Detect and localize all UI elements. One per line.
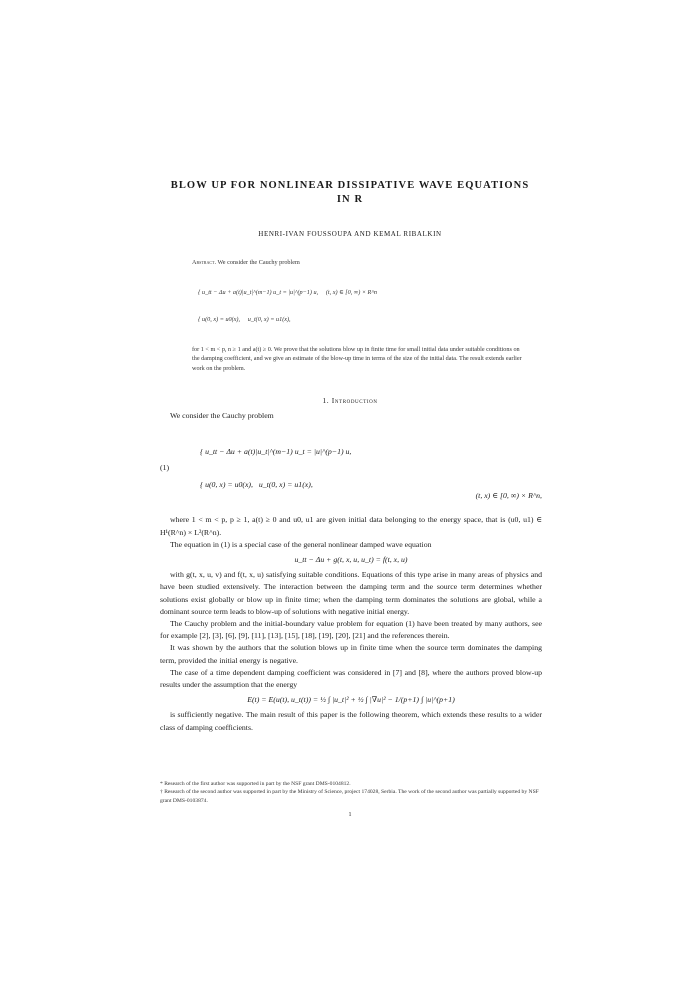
page-number: 1	[348, 812, 352, 818]
equation-2: u_tt − Δu + g(t, x, u, u_t) = f(t, x, u)	[294, 555, 408, 565]
footnote-2: † Research of the second author was supported in part by the Ministry of Science, project 174028, Serbia. The work of the second author was partially supported by NSF grant DMS-0103874.	[160, 789, 539, 804]
equation-3: E(t) = E(u(t), u_t(t)) = ½ ∫ |u_t|² + ½ ∫ |∇u|² − 1/(p+1) ∫ |u|^(p+1)	[247, 695, 455, 705]
authors: HENRI-IVAN FOUSSOUPA AND KEMAL RIBALKIN	[258, 230, 442, 238]
abstract-system-line1: { u_tt − Δu + a(t)|u_t|^(m−1) u_t = |u|^(p−1) u, (t, x) ∈ [0, ∞) × R^n	[198, 288, 378, 296]
equation-1-label: (1)	[160, 463, 170, 473]
abstract	[192, 258, 522, 373]
equation-1-domain: (t, x) ∈ [0, ∞) × R^n,	[475, 491, 542, 501]
paragraph-6: It was shown by the authors that the solution blows up in finite time when the source term dominates the damping term, provided the initial energy is negative.	[160, 643, 542, 665]
footnote-1: * Research of the first author was supported in part by the NSF grant DMS-0104812.	[160, 781, 351, 787]
paragraph-2: where 1 < m < p, p ≥ 1, a(t) ≥ 0 and u0, u1 are given initial data belonging to the energy space, that is (u0, u1) ∈ H¹(R^n) × L²(R^n).	[160, 515, 542, 537]
paragraph-3: The equation in (1) is a special case of the general nonlinear damped wave equation	[170, 539, 432, 549]
paragraph-5: The Cauchy problem and the initial-boundary value problem for equation (1) have been treated by many authors, see for example [2], [3], [6], [9], [11], [13], [15], [18], [19], [20], [21] and the references therein.	[160, 619, 542, 641]
abstract-text: for 1 < m < p, n ≥ 1 and a(t) ≥ 0. We prove that the solutions blow up in finite time for small initial data under suitable conditions on the damping coefficient, and we give an estimate of the blow-up time in terms of the size of the initial data. The result extends earlier work on the problem.	[192, 345, 522, 372]
abstract-lead: We consider the Cauchy problem	[217, 259, 300, 266]
paragraph-1: We consider the Cauchy problem	[170, 411, 274, 420]
abstract-system	[198, 270, 522, 342]
abstract-label: Abstract.	[192, 259, 217, 266]
section-heading: 1. Introduction	[322, 396, 378, 405]
equation-1-line2: { u(0, x) = u0(x), u_t(0, x) = u1(x),	[200, 480, 313, 490]
paragraph-4: with g(t, x, u, v) and f(t, x, u) satisfying suitable conditions. Equations of this type arise in many areas of physics and have been studied extensively. The interaction between the damping term and the source term determines whether solutions exist globally or blow up in finite time; when the damping term dominates the solutions are global, while a dominant source term leads to blow-up of solutions with negative initial energy.	[160, 570, 542, 616]
abstract-system-line2: { u(0, x) = u0(x), u_t(0, x) = u1(x),	[198, 315, 291, 323]
paper-title-line2: IN R	[336, 194, 364, 205]
equation-1-line1: { u_tt − Δu + a(t)|u_t|^(m−1) u_t = |u|^(p−1) u,	[200, 447, 352, 457]
body-text	[160, 410, 542, 734]
paper-title-line1: BLOW UP FOR NONLINEAR DISSIPATIVE WAVE EQUATIONS	[170, 180, 530, 191]
paragraph-8: is sufficiently negative. The main result of this paper is the following theorem, which extends these results to a wider class of damping coefficients.	[160, 710, 542, 732]
paragraph-7: The case of a time dependent damping coefficient was considered in [7] and [8], where the authors proved blow-up results under the assumption that the energy	[160, 667, 542, 690]
equation-1-system	[200, 424, 351, 512]
footnotes	[160, 780, 542, 805]
